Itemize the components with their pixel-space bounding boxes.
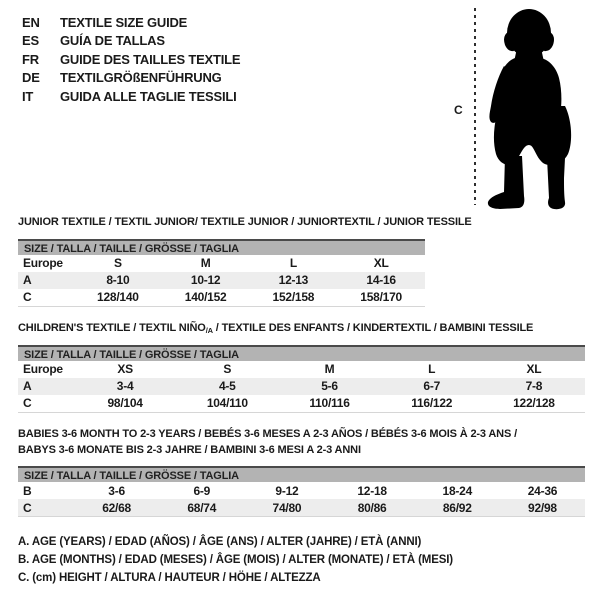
row-label-cell: A bbox=[23, 379, 32, 393]
value-cell: 12-13 bbox=[278, 273, 309, 287]
value-cell: M bbox=[200, 256, 211, 270]
footnotes bbox=[18, 533, 453, 587]
row-label-cell: Europe bbox=[23, 362, 63, 376]
language-row bbox=[22, 50, 240, 69]
table-title-text: CHILDREN'S TEXTILE / TEXTIL NIÑO bbox=[18, 322, 206, 334]
value-cell: 4-5 bbox=[219, 379, 236, 393]
table-title-line bbox=[18, 321, 585, 337]
value-cell: 7-8 bbox=[525, 379, 543, 393]
value-cell: 116/122 bbox=[411, 396, 453, 410]
table-row bbox=[18, 482, 585, 499]
row-label-cell: C bbox=[23, 500, 32, 515]
table-row bbox=[18, 289, 425, 307]
value-cell: 18-24 bbox=[442, 483, 472, 498]
value-cell: 5-6 bbox=[321, 379, 338, 393]
value-cell: 92/98 bbox=[528, 500, 557, 515]
language-list bbox=[22, 13, 240, 106]
row-label-cell: C bbox=[23, 290, 32, 304]
size-table-children bbox=[18, 321, 585, 413]
value-cell: 158/170 bbox=[360, 290, 402, 304]
value-cell: 3-4 bbox=[116, 379, 134, 393]
language-label: TEXTILE SIZE GUIDE bbox=[60, 14, 188, 30]
language-label: TEXTILGRÖßENFÜHRUNG bbox=[60, 70, 222, 86]
table-row bbox=[18, 255, 425, 272]
value-cell: 10-12 bbox=[190, 273, 221, 287]
table-title-subscript: /A bbox=[205, 326, 213, 335]
size-table-header: SIZE / TALLA / TAILLE / GRÖSSE / TAGLIA bbox=[18, 345, 585, 361]
value-cell: 74/80 bbox=[272, 500, 302, 515]
language-code: DE bbox=[22, 70, 40, 86]
value-cell: S bbox=[223, 362, 232, 376]
height-measure-line bbox=[474, 8, 476, 205]
table-title-line bbox=[18, 215, 472, 231]
value-cell: L bbox=[428, 362, 436, 376]
size-table-header: SIZE / TALLA / TAILLE / GRÖSSE / TAGLIA bbox=[18, 466, 585, 482]
value-cell: XS bbox=[117, 362, 133, 376]
value-cell: 110/116 bbox=[309, 396, 350, 410]
table-row bbox=[18, 378, 585, 395]
size-table-babies bbox=[18, 427, 585, 517]
table-title-text: JUNIOR TEXTILE / TEXTIL JUNIOR/ TEXTILE JUNIOR / JUNIORTEXTIL / JUNIOR TESSILE bbox=[18, 216, 472, 228]
footnote-a: A. AGE (YEARS) / EDAD (AÑOS) / ÂGE (ANS) / ALTER (JAHRE) / ETÀ (ANNI) bbox=[18, 536, 422, 548]
value-cell: M bbox=[324, 362, 335, 376]
language-row bbox=[22, 32, 240, 51]
footnote-b: B. AGE (MONTHS) / EDAD (MESES) / ÂGE (MOIS) / ALTER (MONATE) / ETÀ (MESI) bbox=[18, 554, 453, 566]
value-cell: 98/104 bbox=[107, 396, 143, 410]
footnote-c: C. (cm) HEIGHT / ALTURA / HAUTEUR / HÖHE / ALTEZZA bbox=[18, 572, 321, 584]
value-cell: 140/152 bbox=[184, 290, 227, 304]
table-title-line bbox=[18, 427, 585, 443]
language-label: GUIDE DES TAILLES TEXTILE bbox=[60, 51, 241, 67]
table-title bbox=[18, 321, 585, 337]
language-label: GUÍA DE TALLAS bbox=[60, 33, 165, 49]
table-title bbox=[18, 427, 585, 458]
value-cell: 6-7 bbox=[423, 379, 440, 393]
value-cell: XL bbox=[526, 362, 542, 376]
language-row bbox=[22, 13, 240, 32]
table-title-line bbox=[18, 443, 585, 459]
value-cell: 68/74 bbox=[187, 500, 217, 515]
row-label-cell: Europe bbox=[23, 256, 63, 270]
table-row bbox=[18, 499, 585, 517]
value-cell: 122/128 bbox=[513, 396, 555, 410]
value-cell: 80/86 bbox=[357, 500, 387, 515]
row-label-cell: B bbox=[23, 483, 32, 498]
value-cell: 3-6 bbox=[108, 483, 125, 498]
value-cell: 9-12 bbox=[275, 483, 299, 498]
size-table-header: SIZE / TALLA / TAILLE / GRÖSSE / TAGLIA bbox=[18, 239, 425, 255]
size-table-junior bbox=[18, 215, 472, 307]
row-label-cell: A bbox=[23, 273, 32, 287]
value-cell: 6-9 bbox=[193, 483, 211, 498]
value-cell: L bbox=[289, 256, 297, 270]
height-measure-label: C bbox=[454, 103, 463, 117]
row-label-cell: C bbox=[23, 396, 32, 410]
language-code: FR bbox=[22, 51, 39, 67]
value-cell: 24-36 bbox=[527, 483, 558, 498]
value-cell: 104/110 bbox=[206, 396, 248, 410]
language-code: EN bbox=[22, 14, 40, 30]
language-label: GUIDA ALLE TAGLIE TESSILI bbox=[60, 88, 237, 104]
value-cell: 152/158 bbox=[272, 290, 315, 304]
table-row bbox=[18, 395, 585, 413]
value-cell: 8-10 bbox=[106, 273, 130, 287]
value-cell: S bbox=[113, 256, 122, 270]
baby-silhouette-icon bbox=[485, 6, 585, 216]
table-title-text: / TEXTILE DES ENFANTS / KINDERTEXTIL / BAMBINI TESSILE bbox=[212, 322, 534, 334]
value-cell: 128/140 bbox=[97, 290, 139, 304]
table-row bbox=[18, 272, 425, 289]
table-title-text: BABIES 3-6 MONTH TO 2-3 YEARS / BEBÉS 3-6 MESES A 2-3 AÑOS / BÉBÉS 3-6 MOIS À 2-3 ANS / bbox=[18, 428, 517, 440]
language-code: IT bbox=[22, 88, 34, 104]
value-cell: 12-18 bbox=[357, 483, 387, 498]
value-cell: XL bbox=[373, 256, 389, 270]
table-title-text: BABYS 3-6 MONATE BIS 2-3 JAHRE / BAMBINI 3-6 MESI A 2-3 ANNI bbox=[18, 443, 361, 456]
value-cell: 62/68 bbox=[102, 500, 131, 515]
language-code: ES bbox=[22, 33, 39, 49]
value-cell: 86/92 bbox=[442, 500, 472, 515]
language-row bbox=[22, 69, 240, 88]
table-title bbox=[18, 215, 472, 231]
table-row bbox=[18, 361, 585, 378]
value-cell: 14-16 bbox=[366, 273, 396, 287]
language-row bbox=[22, 87, 240, 106]
